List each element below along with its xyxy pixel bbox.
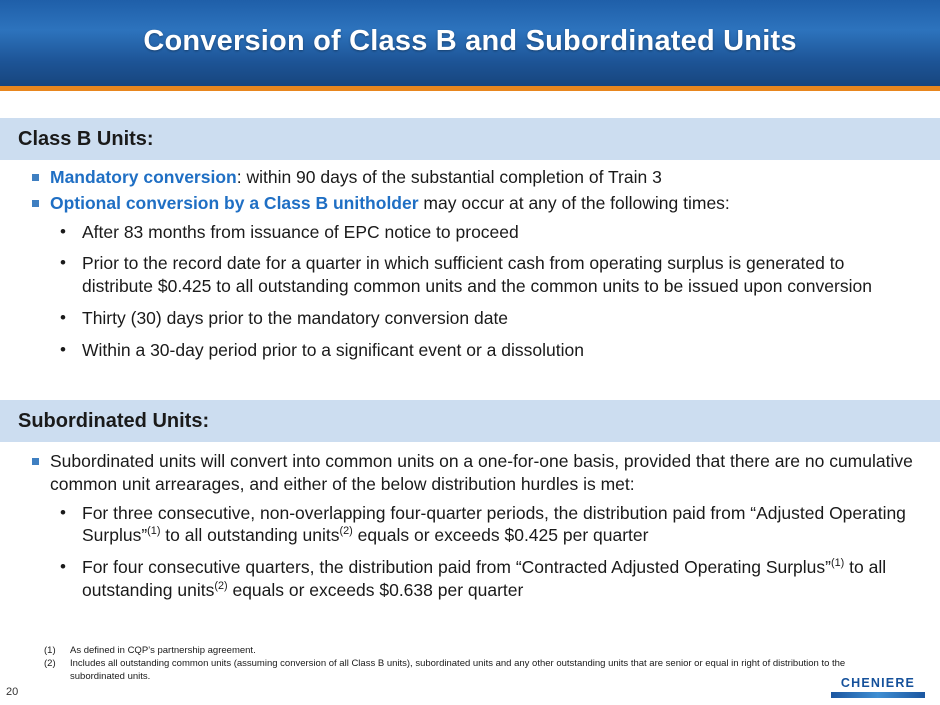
- sub-bullet-text: After 83 months from issuance of EPC notice to proceed: [82, 221, 519, 242]
- footnote-ref: (1): [147, 525, 161, 538]
- footnote-ref: (1): [831, 557, 845, 570]
- list-item: [50, 252, 920, 298]
- list-item: [50, 307, 920, 330]
- section-banner-subordinated: [0, 400, 940, 442]
- list-item: [50, 339, 920, 362]
- sub-bullet-text: For four consecutive quarters, the distribution paid from “Contracted Adjusted Operating Surplus”$^{(1)}$ to all outstanding units$^{(2)}$ equals or exceeds $0.638 per quarter: [82, 557, 887, 600]
- section-content-subordinated: [0, 450, 940, 611]
- bullet-list-subordinated: [24, 450, 920, 602]
- dot-bullet-icon: •: [60, 339, 66, 359]
- company-logo: [830, 676, 926, 698]
- bullet-body-text: may occur at any of the following times:: [418, 192, 730, 213]
- dot-bullet-icon: •: [60, 307, 66, 327]
- section-title-class-b: Class B Units:: [18, 127, 154, 150]
- bullet-lead-text: Optional conversion by a Class B unitholder: [50, 192, 419, 213]
- dot-bullet-icon: •: [60, 221, 66, 241]
- dot-bullet-icon: •: [60, 253, 66, 273]
- bullet-list-class-b: [24, 166, 920, 361]
- sub-bullet-text: Prior to the record date for a quarter in which sufficient cash from operating surplus is generated to distribute $0.425 to all outstanding common units and the common units to be issued upon conversion: [82, 253, 872, 296]
- footnote-text: As defined in CQP’s partnership agreement.: [70, 645, 256, 656]
- footnote-ref: (2): [214, 579, 228, 592]
- square-bullet-icon: [32, 174, 39, 181]
- logo-bar-icon: [831, 692, 925, 698]
- section-title-subordinated: Subordinated Units:: [18, 409, 210, 432]
- bullet-lead-text: Mandatory conversion: [50, 167, 237, 187]
- header-accent-stripe: [0, 86, 940, 91]
- list-item: [24, 166, 920, 189]
- footnote-ref: (2): [339, 525, 353, 538]
- list-item: [50, 502, 920, 548]
- footnote-number: (2): [44, 657, 56, 669]
- footnote-text: Includes all outstanding common units (assuming conversion of all Class B units), subordinated units and any other outstanding units that are senior or equal in right of distribution to the: [70, 657, 846, 669]
- dot-bullet-icon: •: [60, 557, 66, 576]
- list-item: [24, 450, 920, 602]
- dot-bullet-icon: •: [60, 502, 66, 522]
- list-item: [24, 192, 920, 362]
- logo-text: CHENIERE: [840, 676, 916, 690]
- footnote-number: (1): [44, 645, 56, 656]
- footnote-text-continued: subordinated units.: [70, 670, 151, 682]
- footnote-1: [44, 645, 894, 658]
- square-bullet-icon: [32, 200, 39, 207]
- bullet-body-text: : within 90 days of the substantial completion of Train 3: [236, 167, 662, 187]
- sub-bullet-text: For three consecutive, non-overlapping four-quarter periods, the distribution paid from “Adjusted Operating Surplus”$^{(1)}$ to all outstanding units$^{(2)}$ equals or exceeds $0.425 per quarter: [82, 502, 906, 546]
- page-title: Conversion of Class B and Subordinated Units: [143, 24, 797, 57]
- list-item: [50, 221, 920, 244]
- section-banner-class-b: [0, 118, 940, 160]
- section-content-class-b: [0, 166, 940, 370]
- square-bullet-icon: [32, 458, 39, 465]
- footnotes: [44, 645, 894, 683]
- footnote-2: [44, 658, 894, 671]
- page-number: 20: [6, 686, 19, 698]
- bullet-body-text: Subordinated units will convert into common units on a one-for-one basis, provided that there are no cumulative common unit arrearages, and either of the below distribution hurdles is met:: [50, 451, 913, 494]
- sub-bullet-list-class-b: [50, 221, 920, 362]
- sub-bullet-text: Within a 30-day period prior to a significant event or a dissolution: [82, 339, 584, 360]
- sub-bullet-list-subordinated: [50, 502, 920, 602]
- sub-bullet-text: Thirty (30) days prior to the mandatory conversion date: [82, 307, 509, 328]
- list-item: [50, 556, 920, 602]
